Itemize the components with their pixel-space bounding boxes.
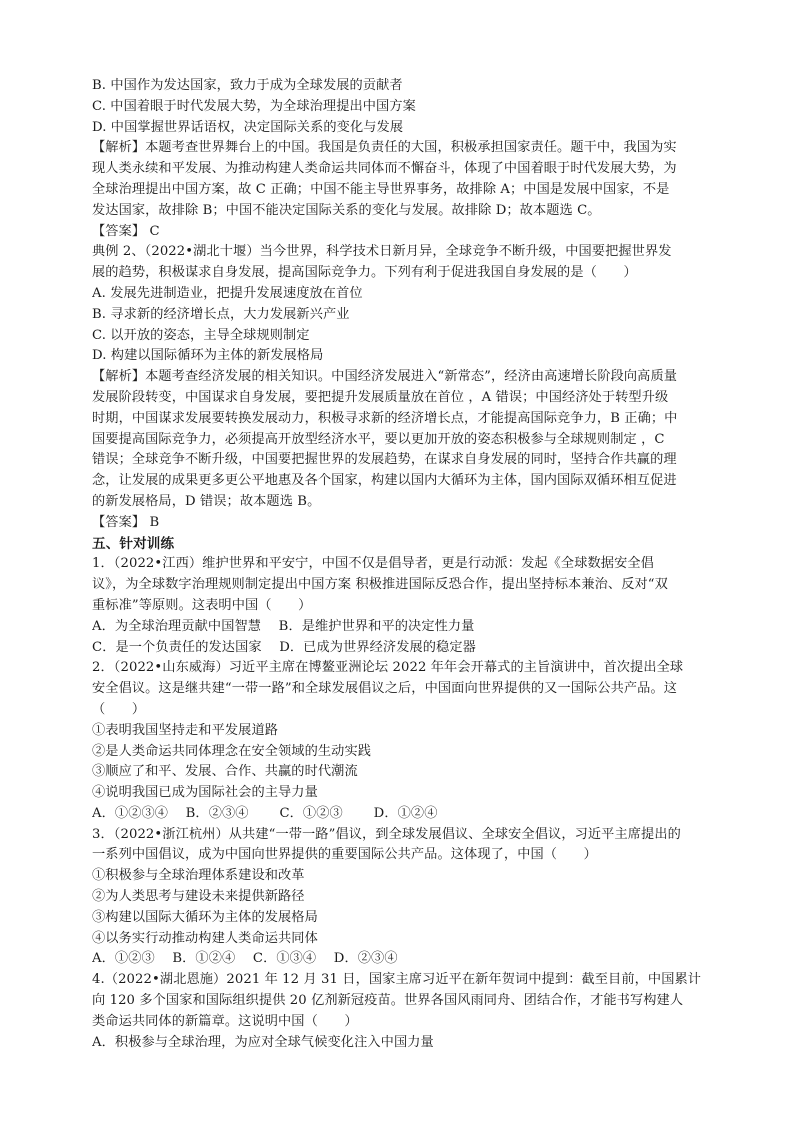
statement-4: ④说明我国已成为国际社会的主导力量 — [92, 785, 318, 801]
analysis-line: 【解析】本题考查世界舞台上的中国。我国是负责任的大国，积极承担国家责任。题干中，我国为实 — [92, 140, 677, 156]
statement-3: ③顺应了和平、发展、合作、共赢的时代潮流 — [92, 764, 358, 780]
question-2-options: A．①②③④ B．②③④ C．①②③ D．①②④ — [92, 805, 438, 821]
question-2: 安全倡议。这是继共建“一带一路”和全球发展倡议之后，中国面向世界提供的又一国际公共产品。这 — [92, 681, 678, 697]
analysis-line: 发达国家，故排除 B；中国不能决定国际关系的变化与发展。故排除 D；故本题选 C。 — [92, 202, 601, 218]
option-d: D. 中国掌握世界话语权，决定国际关系的变化与发展 — [92, 119, 404, 135]
analysis-line: 国要提高国际竞争力，必须提高开放型经济水平，要以更加开放的姿态积极参与全球规则制定 ，C — [92, 431, 665, 447]
question-1-options: C．是一个负责任的发达国家 D．已成为世界经济发展的稳定器 — [92, 639, 476, 655]
question-2: 2．（2022•山东威海）习近平主席在博鳌亚洲论坛 2022 年年会开幕式的主旨演讲中，首次提出全球 — [92, 660, 684, 676]
question-1: 议》，为全球数字治理规则制定提出中国方案 积极推进国际反恐合作，提出坚持标本兼治、反对“双 — [92, 577, 668, 593]
analysis-line: 【解析】本题考查经济发展的相关知识。中国经济发展进入“新常态”，经济由高速增长阶段向高质量 — [92, 369, 678, 385]
example-question: 展的趋势，积极谋求自身发展，提高国际竞争力。下列有利于促进我国自身发展的是（ ） — [92, 265, 637, 281]
question-3: 一系列中国倡议，成为中国向世界提供的重要国际公共产品。这体现了，中国（ ） — [92, 847, 597, 863]
statement-3: ③构建以国际大循环为主体的发展格局 — [92, 909, 318, 925]
question-4: 类命运共同体的新篇章。这说明中国（ ） — [92, 1013, 358, 1029]
statement-4: ④以务实行动推动构建人类命运共同体 — [92, 930, 318, 946]
question-1-options: A．为全球治理贡献中国智慧 B．是维护世界和平的决定性力量 — [92, 618, 475, 634]
question-3: 3．（2022•浙江杭州）从共建“一带一路”倡议，到全球发展倡议、全球安全倡议，习近平主席提出的 — [92, 826, 681, 842]
section-heading: 五、针对训练 — [92, 535, 175, 552]
option-d: D. 构建以国际循环为主体的新发展格局 — [92, 348, 324, 364]
analysis-line: 念，让发展的成果更多更公平地惠及各个国家，构建以国内大循环为主体，国内国际双循环相互促进 — [92, 473, 677, 489]
option-b: B. 寻求新的经济增长点，大力发展新兴产业 — [92, 306, 350, 322]
example-question: 典例 2、（2022•湖北十堰）当今世界，科学技术日新月异，全球竞争不断升级，中国要把握世界发 — [92, 244, 672, 260]
question-4-option-a: A．积极参与全球治理，为应对全球气候变化注入中国力量 — [92, 1034, 434, 1050]
question-1: 1．（2022•江西）维护世界和平安宁，中国不仅是倡导者，更是行动派：发起《全球数据安全倡 — [92, 556, 654, 572]
analysis-line: 现人类永续和平发展、为推动构建人类命运共同体而不懈奋斗，体现了中国着眼于时代发展大势，为 — [92, 161, 677, 177]
question-4: 向 120 多个国家和国际组织提供 20 亿剂新冠疫苗。世界各国风雨同舟、团结合作，才能书写构建人 — [92, 993, 684, 1009]
question-4: 4.（2022•湖北恩施）2021 年 12 月 31 日，国家主席习近平在新年贺词中提到：截至目前，中国累计 — [92, 972, 702, 988]
statement-2: ②为人类思考与建设未来提供新路径 — [92, 889, 305, 905]
option-c: C. 中国着眼于时代发展大势，为全球治理提出中国方案 — [92, 98, 416, 114]
analysis-line: 错误；全球竞争不断升级，中国要把握世界的发展趋势，在谋求自身发展的同时，坚持合作共赢的理 — [92, 452, 677, 468]
option-c: C. 以开放的姿态，主导全球规则制定 — [92, 327, 310, 343]
statement-2: ②是人类命运共同体理念在安全领域的生动实践 — [92, 743, 372, 759]
question-3-options: A．①②③ B．①②④ C．①③④ D．②③④ — [92, 951, 398, 967]
analysis-line: 的新发展格局，D 错误；故本题选 B。 — [92, 493, 321, 509]
document-page — [92, 76, 720, 1053]
answer-line: 【答案】 C — [92, 223, 160, 239]
option-b: B. 中国作为发达国家，致力于成为全球发展的贡献者 — [92, 78, 403, 93]
analysis-line: 全球治理提出中国方案，故 C 正确；中国不能主导世界事务，故排除 A；中国是发展中国家，不是 — [92, 181, 670, 197]
analysis-line: 时期，中国谋求发展要转换发展动力，积极寻求新的经济增长点，才能提高国际竞争力，B 正确；中 — [92, 410, 678, 426]
answer-line: 【答案】 B — [92, 514, 160, 530]
question-1: 重标准”等原则。这表明中国（ ） — [92, 597, 312, 613]
analysis-line: 发展阶段转变，中国谋求自身发展，要把提升发展质量放在首位 ，A 错误；中国经济处于转型升级 — [92, 389, 669, 405]
option-a: A. 发展先进制造业，把提升发展速度放在首位 — [92, 285, 363, 301]
statement-1: ①积极参与全球治理体系建设和改革 — [92, 868, 305, 884]
statement-1: ①表明我国坚持走和平发展道路 — [92, 722, 279, 738]
question-2: （ ） — [92, 701, 146, 717]
